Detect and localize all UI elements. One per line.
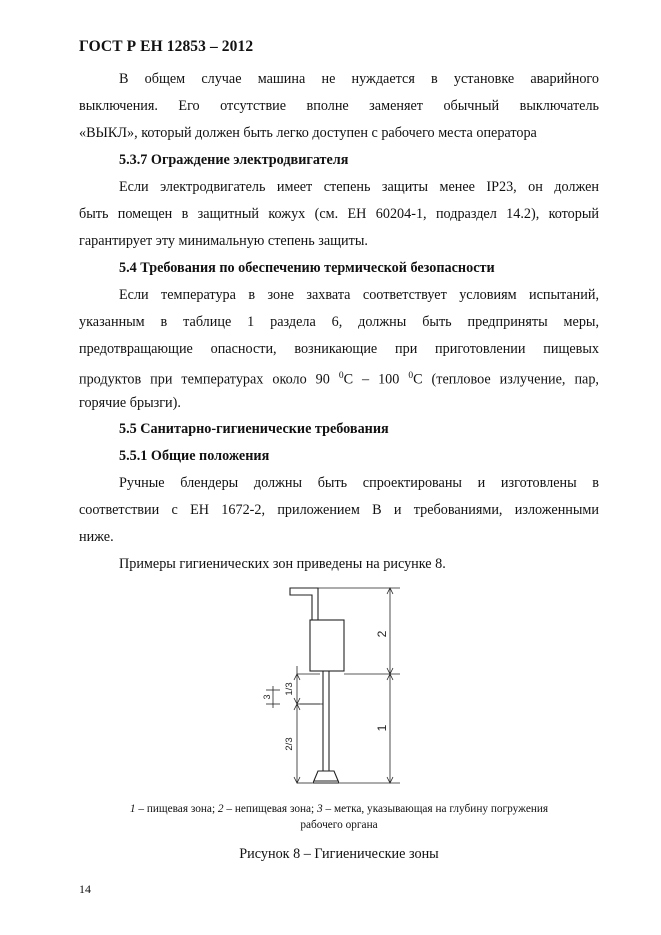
text-line: В общем случае машина не нуждается в установке аварийного [119, 71, 599, 87]
text-line: Если температура в зоне захвата соответствует условиям испытаний, [119, 287, 599, 303]
text-line: Ручные блендеры должны быть спроектированы и изготовлены в [119, 475, 599, 491]
text-line: указанным в таблице 1 раздела 6, должны быть предприняты меры, [79, 314, 599, 330]
page-number: 14 [79, 882, 91, 896]
document-header: ГОСТ Р ЕН 12853 – 2012 [79, 38, 254, 55]
paragraph-emergency-stop [79, 66, 599, 147]
paragraph-blenders [79, 470, 599, 551]
paragraph-motor-protection [79, 174, 599, 255]
text-line: ниже. [79, 529, 114, 545]
hygienic-zones-figure [240, 578, 410, 788]
dimension-label-two-thirds: 2/3 [284, 737, 295, 751]
text-line: быть помещен в защитный кожух (см. ЕН 60204-1, подраздел 14.2), который [79, 206, 599, 222]
text-line: выключения. Его отсутствие вполне заменяет обычный выключатель [79, 98, 599, 114]
text-line: гарантирует эту минимальную степень защиты. [79, 233, 368, 249]
dimension-label-one-third: 1/3 [284, 682, 295, 696]
blender-drawing [290, 588, 344, 783]
text-line: горячие брызги). [79, 395, 181, 411]
mark-label-3: 3 [262, 694, 272, 700]
text-line: Если электродвигатель имеет степень защиты менее IP23, он должен [119, 179, 599, 195]
text-line: «ВЫКЛ», который должен быть легко доступен с рабочего места оператора [79, 125, 537, 141]
figure-legend-line: рабочего органа [300, 819, 378, 831]
heading-thermal-safety: 5.4 Требования по обеспечению термической безопасности [119, 260, 495, 276]
heading-sanitary: 5.5 Санитарно-гигиенические требования [119, 421, 389, 437]
dimension-label-1: 1 [375, 724, 389, 732]
figure-legend [79, 801, 599, 833]
text-line: Примеры гигиенических зон приведены на рисунке 8. [119, 556, 446, 572]
paragraph-examples [79, 551, 599, 578]
text-line: соответствии с ЕН 1672-2, приложением В и требованиями, изложенными [79, 502, 599, 518]
heading-motor-guard: 5.3.7 Ограждение электродвигателя [119, 152, 349, 168]
text-line-temperature: продуктов при температурах около 90 $^0$С – 100 $^0$С (тепловое излучение, пар, [79, 371, 599, 388]
dimension-label-2: 2 [375, 630, 389, 638]
figure-legend-line: 1 – пищевая зона; 2 – непищевая зона; 3 – метка, указывающая на глубину погружения [129, 803, 549, 815]
heading-general: 5.5.1 Общие положения [119, 448, 270, 464]
text-line: предотвращающие опасности, возникающие при приготовлении пищевых [79, 341, 599, 357]
figure-title: Рисунок 8 – Гигиенические зоны [239, 846, 439, 862]
paragraph-thermal [79, 282, 599, 417]
